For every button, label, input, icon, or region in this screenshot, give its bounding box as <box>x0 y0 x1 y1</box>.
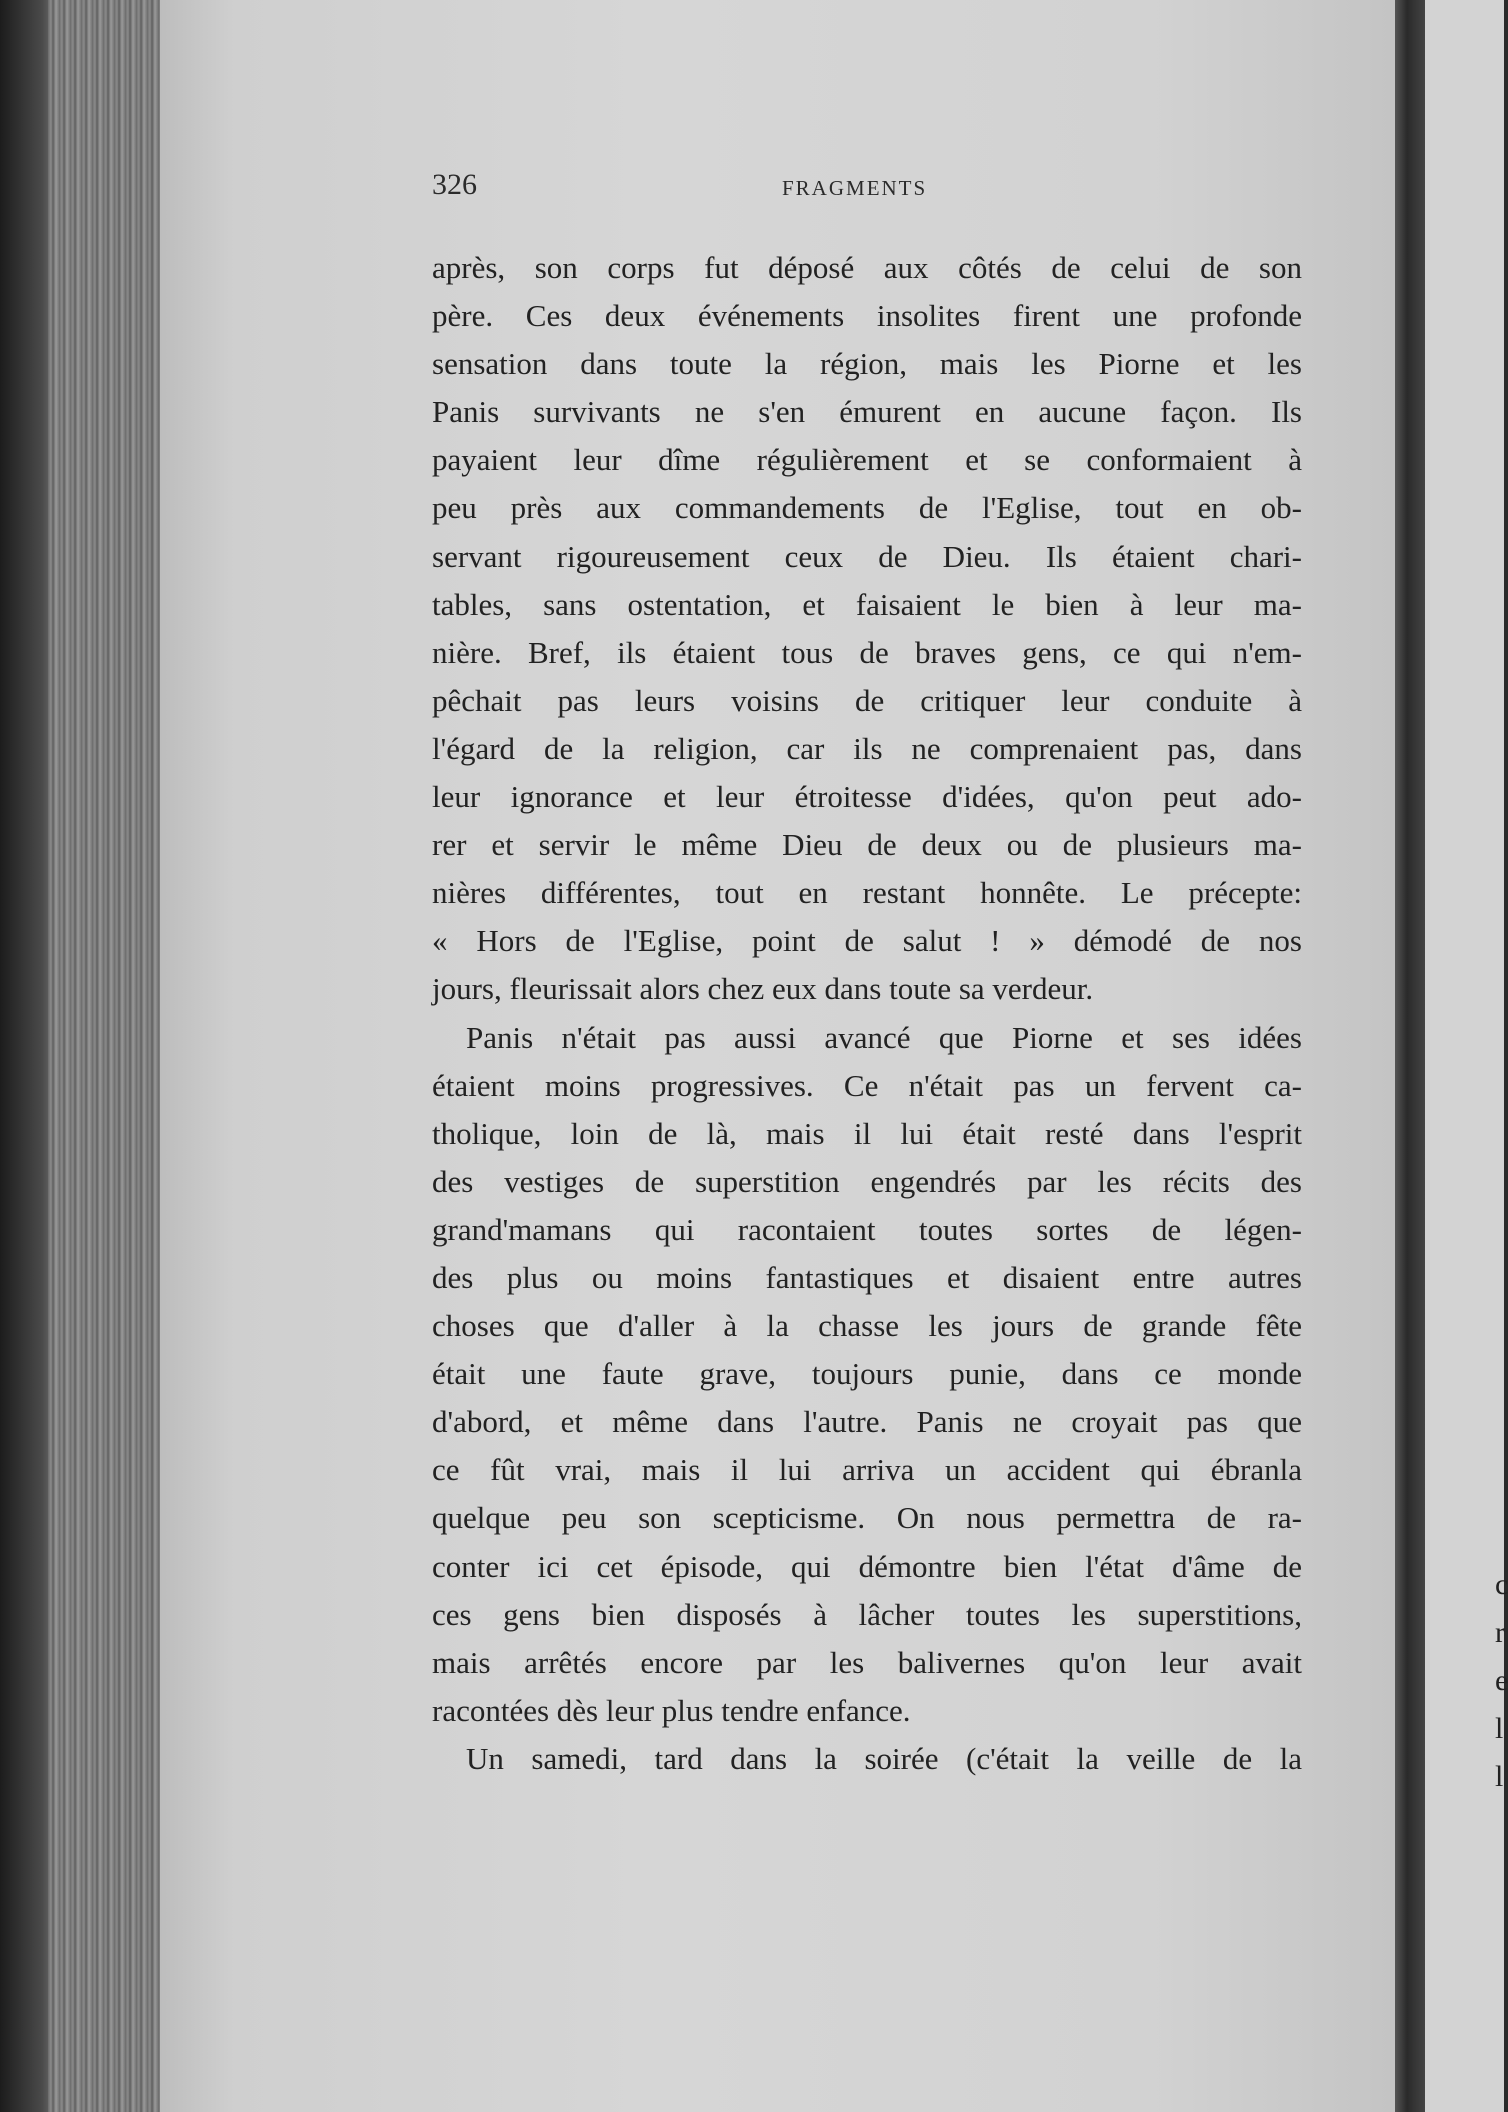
text-line: quelque peu son scepticisme. On nous permettra de ra- <box>432 1500 1302 1536</box>
text-line: ce fût vrai, mais il lui arriva un accident qui ébranla <box>432 1452 1302 1488</box>
text-line: pêchait pas leurs voisins de critiquer leur conduite à <box>432 682 1302 718</box>
text-line: étaient moins progressives. Ce n'était pas un fervent ca- <box>432 1067 1302 1103</box>
text-line: mais arrêtés encore par les balivernes qu'on leur avait <box>432 1644 1302 1680</box>
text-line: jours, fleurissait alors chez eux dans toute sa verdeur. <box>432 971 1094 1007</box>
text-line: nières différentes, tout en restant honnête. Le précepte: <box>432 875 1302 911</box>
text-line: servant rigoureusement ceux de Dieu. Ils étaient chari- <box>432 538 1302 574</box>
facing-page-fragment: c <box>1495 1568 1508 1601</box>
text-line: peu près aux commandements de l'Eglise, tout en ob- <box>432 490 1302 526</box>
text-line: des plus ou moins fantastiques et disaient entre autres <box>432 1259 1302 1295</box>
text-line: leur ignorance et leur étroitesse d'idées, qu'on peut ado- <box>432 779 1302 815</box>
text-line: était une faute grave, toujours punie, dans ce monde <box>432 1356 1302 1392</box>
text-line: l'égard de la religion, car ils ne comprenaient pas, dans <box>432 730 1302 766</box>
running-title: FRAGMENTS <box>782 176 928 200</box>
facing-page-fragment: l <box>1495 1712 1504 1745</box>
text-line: ces gens bien disposés à lâcher toutes les superstitions, <box>432 1596 1302 1632</box>
text-line: d'abord, et même dans l'autre. Panis ne croyait pas que <box>432 1404 1302 1440</box>
facing-page <box>1425 0 1508 2112</box>
text-line: choses que d'aller à la chasse les jours de grande fête <box>432 1308 1302 1344</box>
text-line: tables, sans ostentation, et faisaient le bien à leur ma- <box>432 586 1302 622</box>
facing-page-fragment: e <box>1495 1664 1508 1697</box>
text-line: Panis survivants ne s'en émurent en aucune façon. Ils <box>432 394 1302 430</box>
facing-page-fragment: l <box>1495 1760 1504 1793</box>
text-line: grand'mamans qui racontaient toutes sortes de légen- <box>432 1211 1302 1247</box>
text-line: des vestiges de superstition engendrés par les récits des <box>432 1163 1302 1199</box>
text-line: Un samedi, tard dans la soirée (c'était la veille de la <box>466 1740 1302 1776</box>
text-line: Panis n'était pas aussi avancé que Piorne et ses idées <box>466 1019 1302 1055</box>
running-head <box>432 168 1302 212</box>
text-line: après, son corps fut déposé aux côtés de celui de son <box>432 250 1302 285</box>
text-line: racontées dès leur plus tendre enfance. <box>432 1692 911 1728</box>
text-line: tholique, loin de là, mais il lui était resté dans l'esprit <box>432 1115 1302 1151</box>
text-line: nière. Bref, ils étaient tous de braves gens, ce qui n'em- <box>432 634 1302 670</box>
book-gutter <box>1395 0 1425 2112</box>
page-edges <box>48 0 170 2112</box>
text-line: conter ici cet épisode, qui démontre bien l'état d'âme de <box>432 1548 1302 1584</box>
text-line: père. Ces deux événements insolites firent une profonde <box>432 298 1302 334</box>
text-line: sensation dans toute la région, mais les Piorne et les <box>432 346 1302 382</box>
page-number: 326 <box>432 168 477 201</box>
text-line: « Hors de l'Eglise, point de salut ! » démodé de nos <box>432 923 1302 959</box>
facing-page-fragment: r <box>1495 1616 1505 1649</box>
text-line: payaient leur dîme régulièrement et se conformaient à <box>432 442 1302 478</box>
body-text <box>432 244 1302 1783</box>
text-line: rer et servir le même Dieu de deux ou de plusieurs ma- <box>432 827 1302 863</box>
